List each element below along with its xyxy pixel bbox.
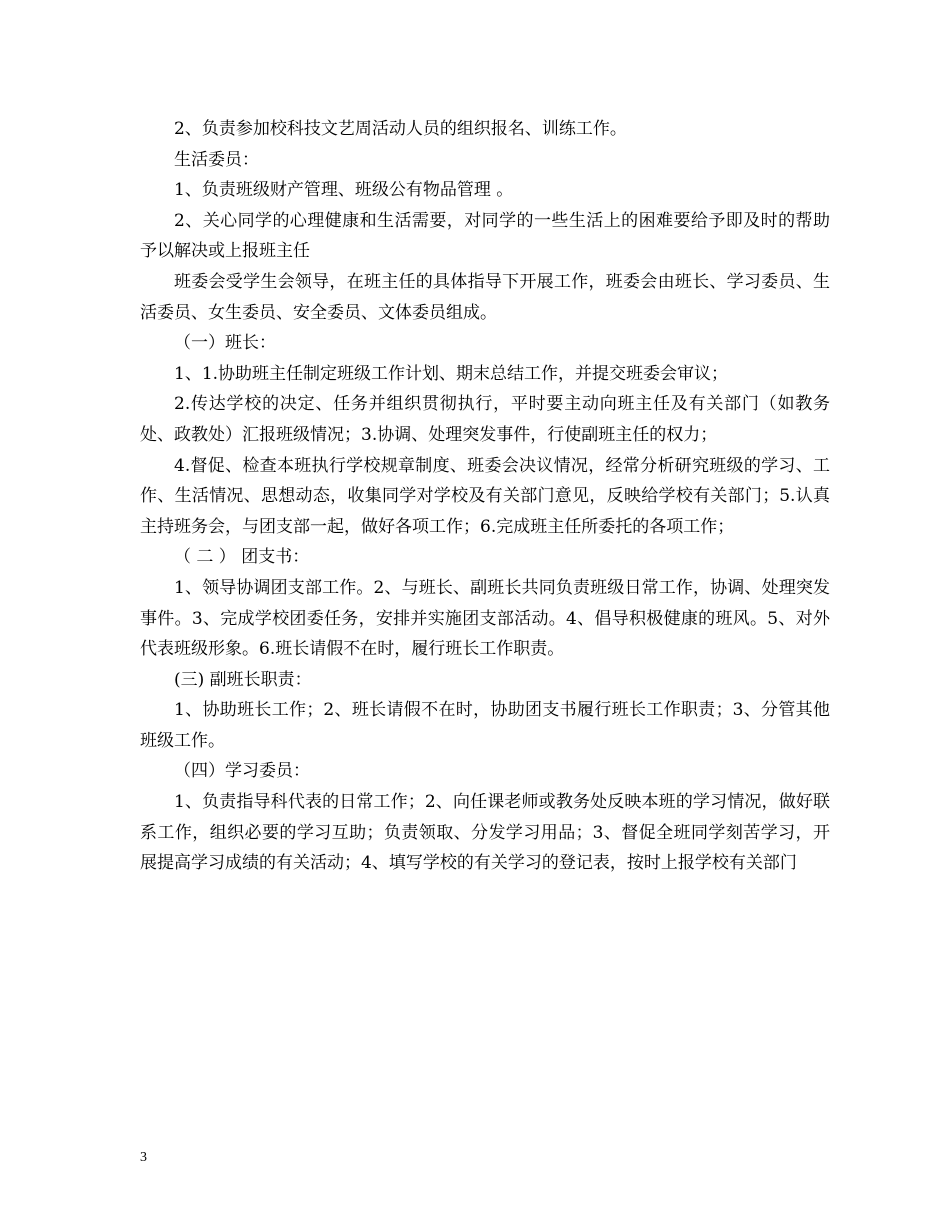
heading-study-committee: （四）学习委员： <box>174 761 310 782</box>
heading-life-committee: 生活委员： <box>174 149 259 170</box>
paragraph-life-item-1: 1、负责班级财产管理、班级公有物品管理 。 <box>174 180 514 201</box>
paragraph-study-committee-duties: 1、负责指导科代表的日常工作；2、向任课老师或教务处反映本班的学习情况，做好联系工作，组织必要的学习互助；负责领取、分发学习用品；3、督促全班同学刻苦学习，开展提高学习成绩的有关活动；4、填写学校的有关学习的登记表，按时上报学校有关部门 <box>140 792 830 874</box>
paragraph-vice-monitor-duties: 1、协助班长工作；2、班长请假不在时，协助团支书履行班长工作职责；3、分管其他 班级工作。 <box>140 700 836 751</box>
paragraph-monitor-item-4-6: 4.督促、检查本班执行学校规章制度、班委会决议情况，经常分析研究班级的学习、工作、生活情况、思想动态，收集同学对学校及有关部门意见，反映给学校有关部门；5.认真主持班务会，与团支部一起，做好各项工作；6.完成班主任所委托的各项工作； <box>140 455 830 537</box>
paragraph-sports-item-2: 2、负责参加校科技文艺周活动人员的组织报名、训练工作。 <box>174 119 627 139</box>
heading-monitor: （一）班长： <box>174 333 276 354</box>
paragraph-life-item-2: 2、关心同学的心理健康和生活需要，对同学的一些生活上的困难要给予即及时的帮助予以解决或上报班主任 <box>140 210 830 262</box>
page-number: 3 <box>140 1150 147 1165</box>
heading-league-secretary: （ 二 ） 团支书： <box>174 547 310 568</box>
paragraph-monitor-item-1: 1、1.协助班主任制定班级工作计划、期末总结工作，并提交班委会审议； <box>174 363 729 384</box>
paragraph-monitor-item-2-3: 2.传达学校的决定、任务并组织贯彻执行，平时要主动向班主任及有关部门（如教务处、政教处）汇报班级情况；3.协调、处理突发事件，行使副班主任的权力； <box>140 394 830 445</box>
paragraph-league-secretary-duties: 1、领导协调团支部工作。2、与班长、副班长共同负责班级日常工作，协调、处理突发事件。3、完成学校团委任务，安排并实施团支部活动。4、倡导积极健康的班风。5、对外代表班级形象。6.班长请假不在时，履行班长工作职责。 <box>140 577 830 660</box>
heading-vice-monitor: (三) 副班长职责： <box>174 669 312 690</box>
paragraph-class-committee-intro: 班委会受学生会领导，在班主任的具体指导下开展工作，班委会由班长、学习委员、生活委员、女生委员、安全委员、文体委员组成。 <box>140 271 830 323</box>
document-body <box>140 114 836 879</box>
